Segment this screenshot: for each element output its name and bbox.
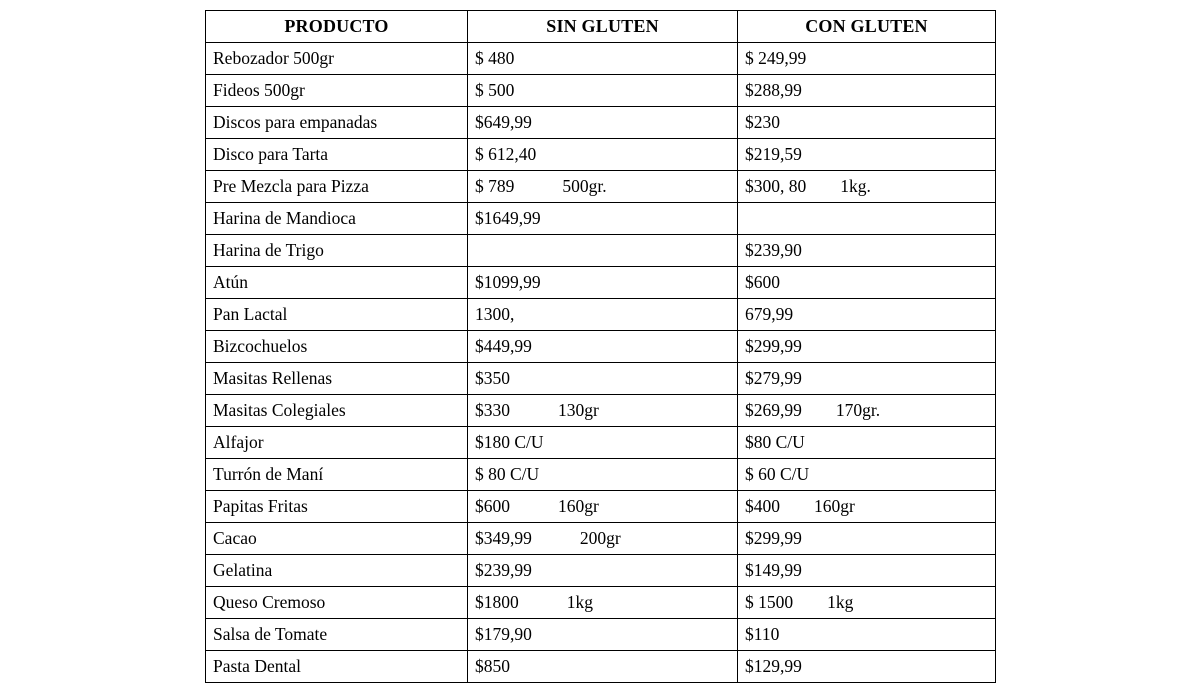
cell-price-sin-gluten xyxy=(468,107,738,139)
price-value: $269,99 xyxy=(745,400,802,420)
price-unit-note: 130gr xyxy=(558,400,599,420)
cell-price-sin-gluten xyxy=(468,171,738,203)
cell-product-name: Harina de Trigo xyxy=(206,235,468,267)
price-unit-note: 1kg xyxy=(827,592,854,612)
cell-product-name: Rebozador 500gr xyxy=(206,43,468,75)
cell-price-con-gluten xyxy=(738,491,996,523)
cell-product-name: Fideos 500gr xyxy=(206,75,468,107)
cell-price-sin-gluten xyxy=(468,555,738,587)
price-value: $ 249,99 xyxy=(745,48,807,68)
price-value: $1649,99 xyxy=(475,208,541,228)
price-value: $850 xyxy=(475,656,510,676)
price-value: $300, 80 xyxy=(745,176,807,196)
price-value: $600 xyxy=(745,272,780,292)
cell-product-name: Disco para Tarta xyxy=(206,139,468,171)
table-row xyxy=(206,235,996,267)
price-unit-note: 500gr. xyxy=(562,176,607,196)
price-unit-note: 200gr xyxy=(579,528,621,548)
cell-price-con-gluten xyxy=(738,459,996,491)
price-value: $ 480 xyxy=(475,48,515,68)
table-row xyxy=(206,43,996,75)
cell-price-con-gluten xyxy=(738,363,996,395)
cell-product-name: Discos para empanadas xyxy=(206,107,468,139)
table-row xyxy=(206,203,996,235)
price-value: $600 xyxy=(475,496,510,516)
price-value: $ 60 C/U xyxy=(745,464,810,484)
price-unit-note: 1kg xyxy=(566,592,593,612)
price-value: $1099,99 xyxy=(475,272,541,292)
table-row xyxy=(206,139,996,171)
price-value: 679,99 xyxy=(745,304,794,324)
cell-product-name: Alfajor xyxy=(206,427,468,459)
price-unit-note: 170gr. xyxy=(835,400,881,420)
cell-price-con-gluten xyxy=(738,523,996,555)
cell-price-con-gluten xyxy=(738,43,996,75)
table-row xyxy=(206,651,996,683)
price-value: $288,99 xyxy=(745,80,802,100)
cell-product-name: Cacao xyxy=(206,523,468,555)
cell-product-name: Gelatina xyxy=(206,555,468,587)
cell-price-sin-gluten xyxy=(468,587,738,619)
cell-price-sin-gluten xyxy=(468,427,738,459)
cell-price-sin-gluten xyxy=(468,299,738,331)
cell-product-name: Bizcochuelos xyxy=(206,331,468,363)
price-value: $219,59 xyxy=(745,144,802,164)
cell-price-con-gluten xyxy=(738,75,996,107)
cell-product-name: Pan Lactal xyxy=(206,299,468,331)
cell-product-name: Turrón de Maní xyxy=(206,459,468,491)
price-value: $149,99 xyxy=(745,560,802,580)
cell-price-con-gluten xyxy=(738,107,996,139)
cell-price-sin-gluten xyxy=(468,363,738,395)
price-value: $ 612,40 xyxy=(475,144,537,164)
table-row xyxy=(206,619,996,651)
price-value: $350 xyxy=(475,368,510,388)
table-row xyxy=(206,491,996,523)
price-value: $129,99 xyxy=(745,656,802,676)
price-value: $ 789 xyxy=(475,176,515,196)
price-value: $449,99 xyxy=(475,336,532,356)
table-header xyxy=(206,11,996,43)
cell-price-sin-gluten xyxy=(468,491,738,523)
cell-product-name: Pasta Dental xyxy=(206,651,468,683)
table-row xyxy=(206,171,996,203)
cell-price-sin-gluten xyxy=(468,619,738,651)
cell-price-sin-gluten xyxy=(468,459,738,491)
cell-price-con-gluten xyxy=(738,427,996,459)
price-value: $ 80 C/U xyxy=(475,464,540,484)
table-row xyxy=(206,555,996,587)
price-value: $1800 xyxy=(475,592,519,612)
cell-price-con-gluten xyxy=(738,395,996,427)
cell-product-name: Harina de Mandioca xyxy=(206,203,468,235)
cell-price-sin-gluten xyxy=(468,235,738,267)
cell-price-con-gluten xyxy=(738,171,996,203)
table-row xyxy=(206,363,996,395)
cell-price-con-gluten xyxy=(738,139,996,171)
cell-price-con-gluten xyxy=(738,619,996,651)
cell-product-name: Queso Cremoso xyxy=(206,587,468,619)
cell-price-con-gluten xyxy=(738,555,996,587)
price-value: $179,90 xyxy=(475,624,532,644)
table-row xyxy=(206,267,996,299)
price-value: $80 C/U xyxy=(745,432,805,452)
price-value: $400 xyxy=(745,496,780,516)
cell-price-sin-gluten xyxy=(468,75,738,107)
cell-product-name: Salsa de Tomate xyxy=(206,619,468,651)
price-unit-note: 1kg. xyxy=(840,176,871,196)
table-row xyxy=(206,299,996,331)
cell-product-name: Masitas Colegiales xyxy=(206,395,468,427)
price-unit-note: 160gr xyxy=(558,496,599,516)
cell-price-con-gluten xyxy=(738,299,996,331)
price-value: $299,99 xyxy=(745,528,802,548)
table-header-row xyxy=(206,11,996,43)
price-value: $239,99 xyxy=(475,560,532,580)
column-header-sin-gluten: SIN GLUTEN xyxy=(468,11,738,43)
cell-price-sin-gluten xyxy=(468,43,738,75)
price-value: $239,90 xyxy=(745,240,802,260)
price-table-container xyxy=(205,10,995,683)
table-row xyxy=(206,395,996,427)
table-row xyxy=(206,331,996,363)
price-value: $299,99 xyxy=(745,336,802,356)
price-value: $230 xyxy=(745,112,780,132)
cell-price-sin-gluten xyxy=(468,203,738,235)
price-value: $279,99 xyxy=(745,368,802,388)
price-value: $349,99 xyxy=(475,528,532,548)
cell-price-sin-gluten xyxy=(468,139,738,171)
cell-product-name: Masitas Rellenas xyxy=(206,363,468,395)
cell-price-sin-gluten xyxy=(468,651,738,683)
table-row xyxy=(206,427,996,459)
column-header-con-gluten: CON GLUTEN xyxy=(738,11,996,43)
price-value: $ 500 xyxy=(475,80,515,100)
table-row xyxy=(206,107,996,139)
table-row xyxy=(206,75,996,107)
cell-product-name: Atún xyxy=(206,267,468,299)
cell-price-con-gluten xyxy=(738,587,996,619)
price-value: $330 xyxy=(475,400,510,420)
cell-price-sin-gluten xyxy=(468,267,738,299)
table-row xyxy=(206,459,996,491)
cell-price-con-gluten xyxy=(738,267,996,299)
price-value: $110 xyxy=(745,624,780,644)
cell-price-sin-gluten xyxy=(468,395,738,427)
table-body xyxy=(206,43,996,683)
price-value: 1300, xyxy=(475,304,515,324)
column-header-producto: PRODUCTO xyxy=(206,11,468,43)
cell-price-con-gluten xyxy=(738,331,996,363)
price-value: $180 C/U xyxy=(475,432,544,452)
cell-product-name: Pre Mezcla para Pizza xyxy=(206,171,468,203)
cell-price-con-gluten xyxy=(738,203,996,235)
price-value: $649,99 xyxy=(475,112,532,132)
cell-price-sin-gluten xyxy=(468,523,738,555)
price-comparison-table xyxy=(205,10,996,683)
table-row xyxy=(206,523,996,555)
cell-price-con-gluten xyxy=(738,235,996,267)
price-value: $ 1500 xyxy=(745,592,794,612)
cell-price-sin-gluten xyxy=(468,331,738,363)
cell-product-name: Papitas Fritas xyxy=(206,491,468,523)
cell-price-con-gluten xyxy=(738,651,996,683)
table-row xyxy=(206,587,996,619)
price-unit-note: 160gr xyxy=(814,496,855,516)
